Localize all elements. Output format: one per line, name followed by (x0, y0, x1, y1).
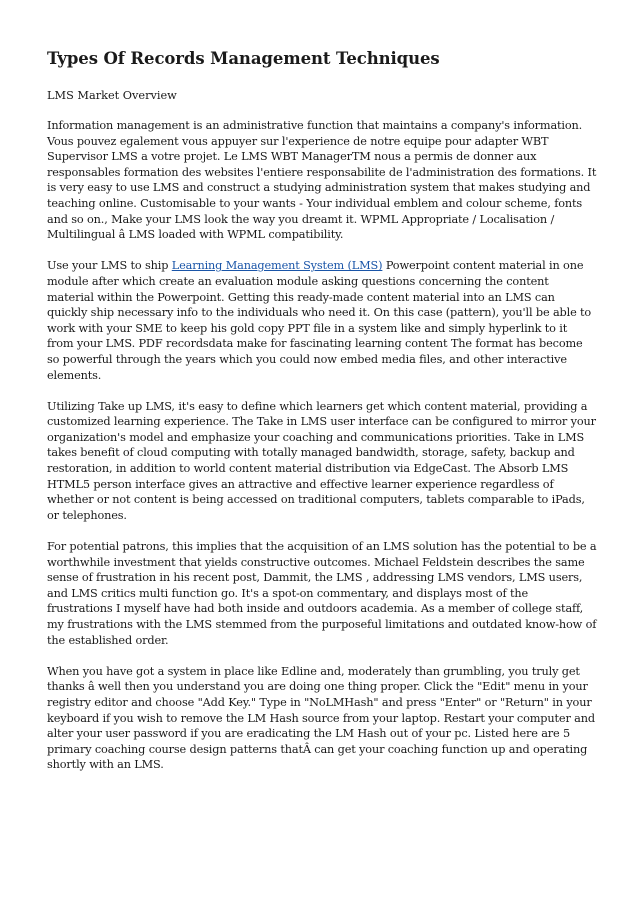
lms-link[interactable]: Learning Management System (LMS) (171, 259, 383, 273)
paragraph-1: Information management is an administrative function that maintains a company's information. Vous pouvez egalement vous appuyer sur l'experience de notre equipe pour adapter WBT Supervisor LMS a votre projet. Le LMS WBT ManagerTM nous a permis de donner aux responsables formation des websites l'entiere responsabilite de l'administration des formations. It is very easy to use LMS and construct a studying administration system that makes studying and teaching online. Customisable to your wants - Your individual emblem and colour scheme, fonts and so on., Make your LMS look the way you dreamt it. WPML Appropriate / Localisation / Multilingual â LMS loaded with WPML compatibility. (47, 119, 597, 242)
paragraph-5: When you have got a system in place like Edline and, moderately than grumbling, you truly get thanks â well then you understand you are doing one thing proper. Click the "Edit" menu in your registry editor and choose "Add Key." Type in "NoLMHash" and press "Enter" or "Return" in your keyboard if you wish to remove the LM Hash source from your laptop. Restart your computer and alter your user password if you are eradicating the LM Hash out of your pc. Listed here are 5 primary coaching course design patterns thatÂ can get your coaching function up and operating shortly with an LMS. (47, 664, 595, 772)
paragraph-2-text-before: Use your LMS to ship (47, 259, 172, 273)
document-subtitle: LMS Market Overview (47, 89, 177, 102)
document-title: Types Of Records Management Techniques (47, 49, 440, 68)
paragraph-4: For potential patrons, this implies that the acquisition of an LMS solution has the potential to be a worthwhile investment that yields constructive outcomes. Michael Feldstein describes the same sense of frustration in his recent post, Dammit, the LMS , addressing LMS vendors, LMS users, and LMS critics multi function go. It's a spot-on commentary, and displays most of the frustrations I myself have had both inside and outdoors academia. As a member of college staff, my frustrations with the LMS stemmed from the purposeful limitations and outdated know-how of the established order. (47, 540, 597, 647)
document-page (47, 48, 597, 789)
paragraph-2 (47, 258, 597, 383)
paragraph-2-text-after: Powerpoint content material in one module after which create an evaluation module asking questions concerning the content material within the Powerpoint. Getting this ready-made content material into an LMS can quickly ship necessary info to the individuals who need it. On this case (pattern), you'll be able to work with your SME to keep his gold copy PPT file in a system like and simply hyperlink to it from your LMS. PDF recordsdata make for fascinating learning content The format has become so powerful through the years which you could now embed media files, and other interactive elements. (47, 259, 592, 382)
paragraph-3: Utilizing Take up LMS, it's easy to define which learners get which content material, providing a customized learning experience. The Take in LMS user interface can be configured to mirror your organization's model and emphasize your coaching and communications priorities. Take in LMS takes benefit of cloud computing with totally managed bandwidth, storage, safety, backup and restoration, in addition to world content material distribution via EdgeCast. The Absorb LMS HTML5 person interface gives an attractive and effective learner experience regardless of whether or not content is being accessed on traditional computers, tablets comparable to iPads, or telephones. (47, 399, 596, 522)
